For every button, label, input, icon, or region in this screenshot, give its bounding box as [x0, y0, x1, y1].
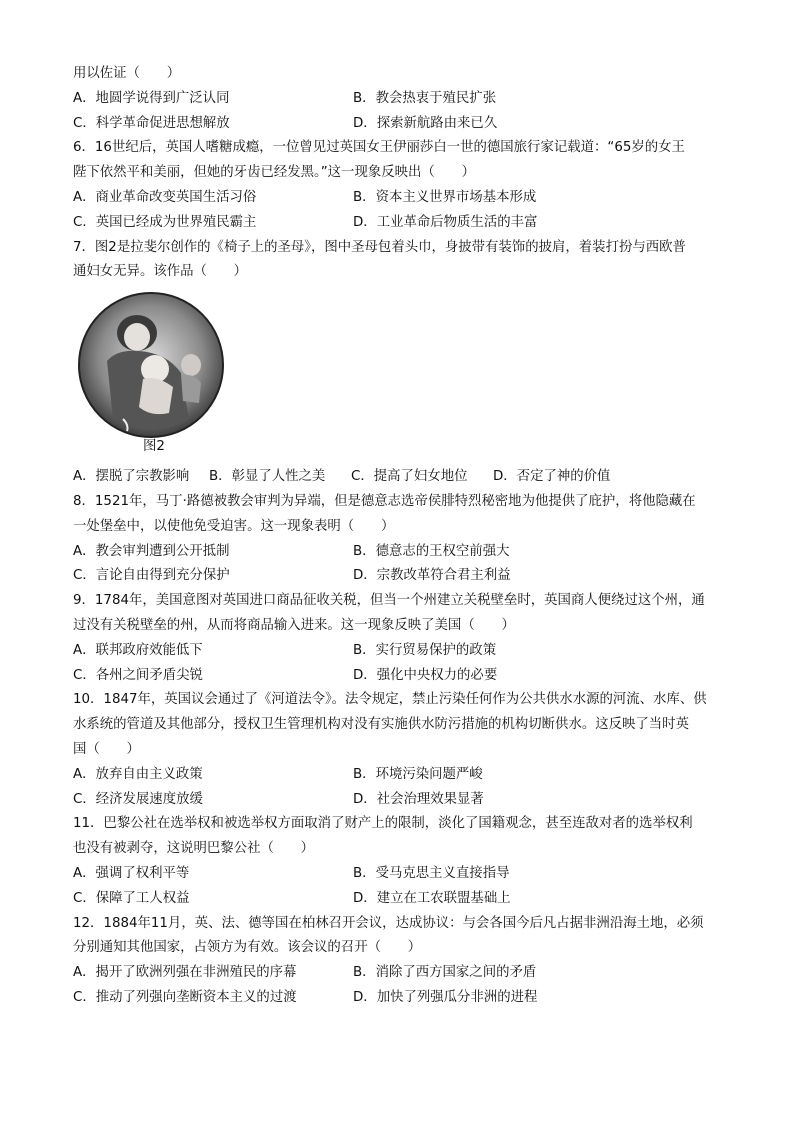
q7-option-b[interactable]: B．彰显了人性之美 — [209, 469, 326, 485]
q12-option-d[interactable]: D．加快了列强瓜分非洲的进程 — [353, 989, 538, 1005]
q11-options-row2 — [73, 887, 729, 912]
q10-option-d[interactable]: D．社会治理效果显著 — [353, 791, 484, 807]
q8-stem-line2: 一处堡垒中，以使他免受迫害。这一现象表明（ ） — [73, 518, 395, 534]
q8-option-b[interactable]: B．德意志的王权空前强大 — [353, 543, 510, 559]
q6-option-c[interactable]: C．英国已经成为世界殖民霸主 — [73, 214, 257, 230]
q6-options-row1 — [73, 186, 729, 211]
q6-options-row2 — [73, 211, 729, 236]
q10-stem-line3: 国（ ） — [73, 741, 140, 757]
q9-options-row2 — [73, 664, 729, 689]
q6-stem-line2: 陛下依然平和美丽，但她的牙齿已经发黑。”这一现象反映出（ ） — [73, 165, 475, 181]
q10-options-row2 — [73, 788, 729, 813]
q11-options-row1 — [73, 862, 729, 887]
q11-option-a[interactable]: A．强调了权利平等 — [73, 865, 190, 881]
q8-option-a[interactable]: A．教会审判遭到公开抵制 — [73, 543, 230, 559]
madonna-painting-image — [77, 291, 225, 439]
q7-options-row — [73, 465, 729, 490]
q10-option-c[interactable]: C．经济发展速度放缓 — [73, 791, 203, 807]
figure-2-caption: 图2 — [143, 439, 165, 455]
q11-option-b[interactable]: B．受马克思主义直接指导 — [353, 865, 510, 881]
q12-option-b[interactable]: B．消除了西方国家之间的矛盾 — [353, 965, 537, 981]
q6-stem-line1: 6．16世纪后，英国人嗜糖成瘾，一位曾见过英国女王伊丽莎白一世的德国旅行家记载道：“65岁的女王 — [73, 140, 685, 156]
q8-stem-line1: 8．1521年，马丁·路德被教会审判为异端，但是德意志选帝侯腓特烈秘密地为他提供了庇护，将他隐藏在 — [73, 493, 696, 509]
q9-stem-line2: 过没有关税壁垒的州，从而将商品输入进来。这一现象反映了美国（ ） — [73, 617, 515, 633]
q5-option-d[interactable]: D．探索新航路由来已久 — [353, 115, 498, 131]
exam-page — [73, 62, 729, 1011]
q7-option-a[interactable]: A．摆脱了宗教影响 — [73, 469, 190, 485]
q9-option-a[interactable]: A．联邦政府效能低下 — [73, 642, 203, 658]
q8-options-row2 — [73, 564, 729, 589]
q5-option-b[interactable]: B．教会热衷于殖民扩张 — [353, 90, 497, 106]
q6-option-d[interactable]: D．工业革命后物质生活的丰富 — [353, 214, 538, 230]
q9-stem-line1: 9．1784年，美国意图对英国进口商品征收关税，但当一个州建立关税壁垒时，英国商人便绕过这个州，通 — [73, 593, 705, 609]
q12-stem-line1: 12．1884年11月，英、法、德等国在柏林召开会议，达成协议：与会各国今后凡占据非洲沿海土地，必须 — [73, 915, 704, 931]
figure-2 — [73, 285, 729, 465]
q10-stem-line2: 水系统的管道及其他部分，授权卫生管理机构对没有实施供水防污措施的机构切断供水。这反映了当时英 — [73, 717, 689, 733]
q5-option-c[interactable]: C．科学革命促进思想解放 — [73, 115, 230, 131]
q10-option-a[interactable]: A．放弃自由主义政策 — [73, 766, 203, 782]
q5-option-a[interactable]: A．地圆学说得到广泛认同 — [73, 90, 230, 106]
q7-option-c[interactable]: C．提高了妇女地位 — [351, 469, 468, 485]
q5-options-row2 — [73, 112, 729, 137]
q10-option-b[interactable]: B．环境污染问题严峻 — [353, 766, 483, 782]
q12-option-a[interactable]: A．揭开了欧洲列强在非洲殖民的序幕 — [73, 965, 297, 981]
q8-options-row1 — [73, 540, 729, 565]
q7-stem-line2: 通妇女无异。该作品（ ） — [73, 264, 248, 280]
q11-stem-line1: 11．巴黎公社在选举权和被选举权方面取消了财产上的限制，淡化了国籍观念，甚至连敌对者的选举权利 — [73, 816, 693, 832]
q12-options-row2 — [73, 986, 729, 1011]
q11-stem-line2: 也没有被剥夺，这说明巴黎公社（ ） — [73, 841, 315, 857]
q9-options-row1 — [73, 639, 729, 664]
q6-option-a[interactable]: A．商业革命改变英国生活习俗 — [73, 189, 257, 205]
q5-stem: 用以佐证（ ） — [73, 66, 181, 81]
q6-option-b[interactable]: B．资本主义世界市场基本形成 — [353, 189, 537, 205]
q11-option-c[interactable]: C．保障了工人权益 — [73, 890, 190, 906]
q12-option-c[interactable]: C．推动了列强向垄断资本主义的过渡 — [73, 989, 297, 1005]
q10-stem-line1: 10．1847年，英国议会通过了《河道法令》。法令规定，禁止污染任何作为公共供水水源的河流、水库、供 — [73, 692, 707, 708]
q9-option-b[interactable]: B．实行贸易保护的政策 — [353, 642, 497, 658]
q7-stem-line1: 7．图2是拉斐尔创作的《椅子上的圣母》，图中圣母包着头巾，身披带有装饰的披肩，着装打扮与西欧普 — [73, 239, 686, 255]
q12-options-row1 — [73, 961, 729, 986]
q8-option-d[interactable]: D．宗教改革符合君主利益 — [353, 568, 511, 584]
q9-option-c[interactable]: C．各州之间矛盾尖锐 — [73, 667, 203, 683]
q7-option-d[interactable]: D．否定了神的价值 — [493, 469, 611, 485]
q12-stem-line2: 分别通知其他国家，占领方为有效。该会议的召开（ ） — [73, 940, 422, 956]
q10-options-row1 — [73, 763, 729, 788]
q5-options-row1 — [73, 87, 729, 112]
q9-option-d[interactable]: D．强化中央权力的必要 — [353, 667, 498, 683]
q11-option-d[interactable]: D．建立在工农联盟基础上 — [353, 890, 511, 906]
q8-option-c[interactable]: C．言论自由得到充分保护 — [73, 568, 230, 584]
